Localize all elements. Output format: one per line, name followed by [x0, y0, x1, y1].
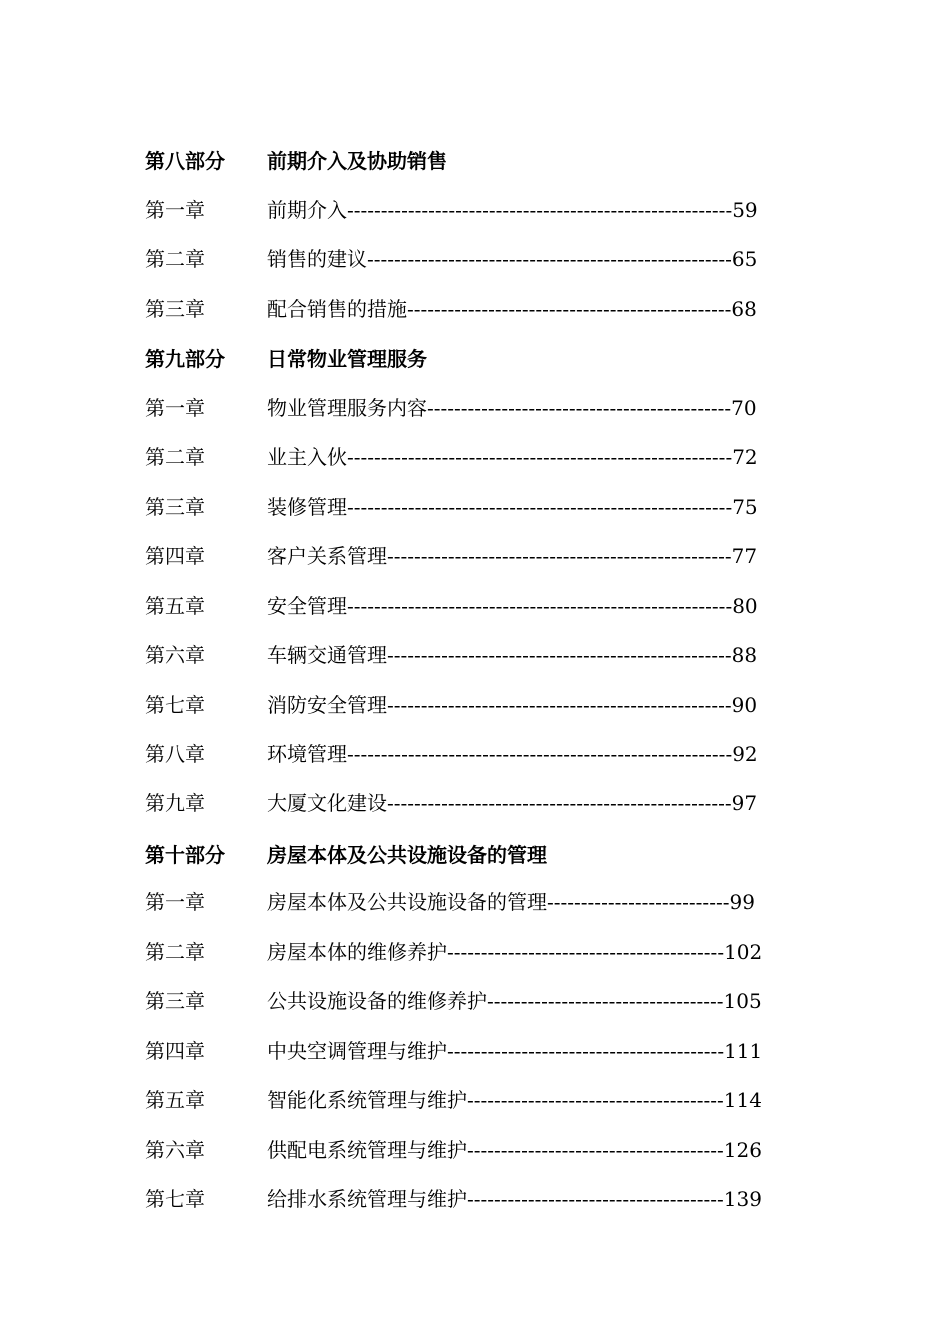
page-number: 88 — [731, 643, 758, 667]
part-number: 第八部分 — [145, 149, 225, 173]
dot-leader: --------------------------------------------------- — [387, 544, 732, 568]
chapter-number: 第六章 — [145, 1138, 205, 1162]
chapter-title: 中央空调管理与维护 — [267, 1039, 447, 1063]
toc-entry[interactable] — [145, 591, 758, 621]
chapter-title: 给排水系统管理与维护 — [267, 1187, 467, 1211]
chapter-number: 第八章 — [145, 742, 205, 766]
chapter-title: 物业管理服务内容 — [267, 396, 427, 420]
chapter-title: 供配电系统管理与维护 — [267, 1138, 467, 1162]
part-number: 第九部分 — [145, 347, 225, 371]
chapter-number: 第七章 — [145, 693, 205, 717]
toc-entry[interactable] — [145, 788, 757, 818]
toc-part-heading — [145, 344, 427, 374]
page-number: 114 — [723, 1088, 762, 1112]
chapter-title: 销售的建议 — [267, 247, 367, 271]
toc-entry[interactable] — [145, 294, 757, 324]
page-number: 72 — [732, 445, 758, 469]
chapter-number: 第三章 — [145, 989, 205, 1013]
dot-leader: --------------------------------------------------------- — [347, 742, 733, 766]
chapter-number: 第五章 — [145, 1088, 205, 1112]
dot-leader: --------------------------- — [547, 890, 730, 914]
chapter-title: 业主入伙 — [267, 445, 347, 469]
page-number: 75 — [732, 495, 758, 519]
chapter-title: 客户关系管理 — [267, 544, 387, 568]
page-number: 65 — [731, 247, 758, 271]
chapter-title: 车辆交通管理 — [267, 643, 387, 667]
chapter-number: 第二章 — [145, 445, 205, 469]
dot-leader: --------------------------------------------------- — [387, 791, 732, 815]
toc-entry[interactable] — [145, 640, 757, 670]
chapter-title: 大厦文化建设 — [267, 791, 387, 815]
toc-entry[interactable] — [145, 1184, 762, 1214]
page-number: 70 — [731, 396, 757, 420]
chapter-number: 第四章 — [145, 1039, 205, 1063]
page-number: 105 — [723, 989, 762, 1013]
chapter-number: 第二章 — [145, 247, 205, 271]
chapter-title: 公共设施设备的维修养护 — [267, 989, 487, 1013]
chapter-number: 第二章 — [145, 940, 205, 964]
toc-entry[interactable] — [145, 1085, 762, 1115]
toc-entry[interactable] — [145, 195, 758, 225]
dot-leader: --------------------------------------------------------- — [347, 198, 733, 222]
chapter-number: 第六章 — [145, 643, 205, 667]
toc-entry[interactable] — [145, 393, 757, 423]
toc-entry[interactable] — [145, 1036, 762, 1066]
chapter-number: 第四章 — [145, 544, 205, 568]
toc-entry[interactable] — [145, 541, 757, 571]
chapter-number: 第五章 — [145, 594, 205, 618]
dot-leader: ----------------------------------------- — [447, 1039, 725, 1063]
toc-part-heading — [145, 146, 447, 176]
chapter-title: 前期介入 — [267, 198, 347, 222]
page-number: 90 — [731, 693, 758, 717]
chapter-title: 安全管理 — [267, 594, 347, 618]
page-number: 102 — [724, 940, 763, 964]
page-number: 139 — [723, 1187, 762, 1211]
chapter-title: 环境管理 — [267, 742, 347, 766]
part-title: 前期介入及协助销售 — [267, 149, 447, 173]
toc-entry[interactable] — [145, 442, 758, 472]
page-number: 92 — [732, 742, 758, 766]
dot-leader: --------------------------------------------------------- — [347, 495, 733, 519]
chapter-title: 智能化系统管理与维护 — [267, 1088, 467, 1112]
page-number: 80 — [732, 594, 758, 618]
dot-leader: --------------------------------------------------- — [387, 643, 732, 667]
page-number: 111 — [724, 1039, 763, 1063]
dot-leader: --------------------------------------------------------- — [347, 445, 733, 469]
chapter-number: 第一章 — [145, 890, 205, 914]
part-number: 第十部分 — [145, 843, 225, 867]
chapter-number: 第七章 — [145, 1187, 205, 1211]
dot-leader: -------------------------------------- — [467, 1187, 724, 1211]
page-number: 126 — [723, 1138, 762, 1162]
toc-part-heading — [145, 840, 547, 870]
dot-leader: --------------------------------------------------- — [387, 693, 732, 717]
chapter-number: 第一章 — [145, 396, 205, 420]
dot-leader: --------------------------------------------------------- — [347, 594, 733, 618]
part-title: 房屋本体及公共设施设备的管理 — [267, 843, 547, 867]
chapter-title: 配合销售的措施 — [267, 297, 407, 321]
dot-leader: -------------------------------------- — [467, 1138, 724, 1162]
toc-entry[interactable] — [145, 690, 757, 720]
toc-entry[interactable] — [145, 1135, 762, 1165]
chapter-title: 装修管理 — [267, 495, 347, 519]
chapter-title: 房屋本体及公共设施设备的管理 — [267, 890, 547, 914]
page-number: 97 — [731, 791, 758, 815]
chapter-number: 第一章 — [145, 198, 205, 222]
toc-entry[interactable] — [145, 492, 758, 522]
toc-entry[interactable] — [145, 986, 762, 1016]
chapter-title: 房屋本体的维修养护 — [267, 940, 447, 964]
toc-entry[interactable] — [145, 739, 758, 769]
page-number: 99 — [729, 890, 755, 914]
dot-leader: ------------------------------------------------ — [407, 297, 732, 321]
toc-entry[interactable] — [145, 937, 762, 967]
dot-leader: ----------------------------------- — [487, 989, 724, 1013]
page-number: 68 — [731, 297, 757, 321]
chapter-number: 第三章 — [145, 297, 205, 321]
dot-leader: -------------------------------------- — [467, 1088, 724, 1112]
dot-leader: --------------------------------------------- — [427, 396, 732, 420]
chapter-title: 消防安全管理 — [267, 693, 387, 717]
chapter-number: 第九章 — [145, 791, 205, 815]
chapter-number: 第三章 — [145, 495, 205, 519]
dot-leader: ------------------------------------------------------ — [367, 247, 732, 271]
page-number: 77 — [731, 544, 758, 568]
toc-entry[interactable] — [145, 887, 755, 917]
dot-leader: ----------------------------------------- — [447, 940, 725, 964]
toc-entry[interactable] — [145, 244, 757, 274]
page-number: 59 — [732, 198, 758, 222]
part-title: 日常物业管理服务 — [267, 347, 427, 371]
